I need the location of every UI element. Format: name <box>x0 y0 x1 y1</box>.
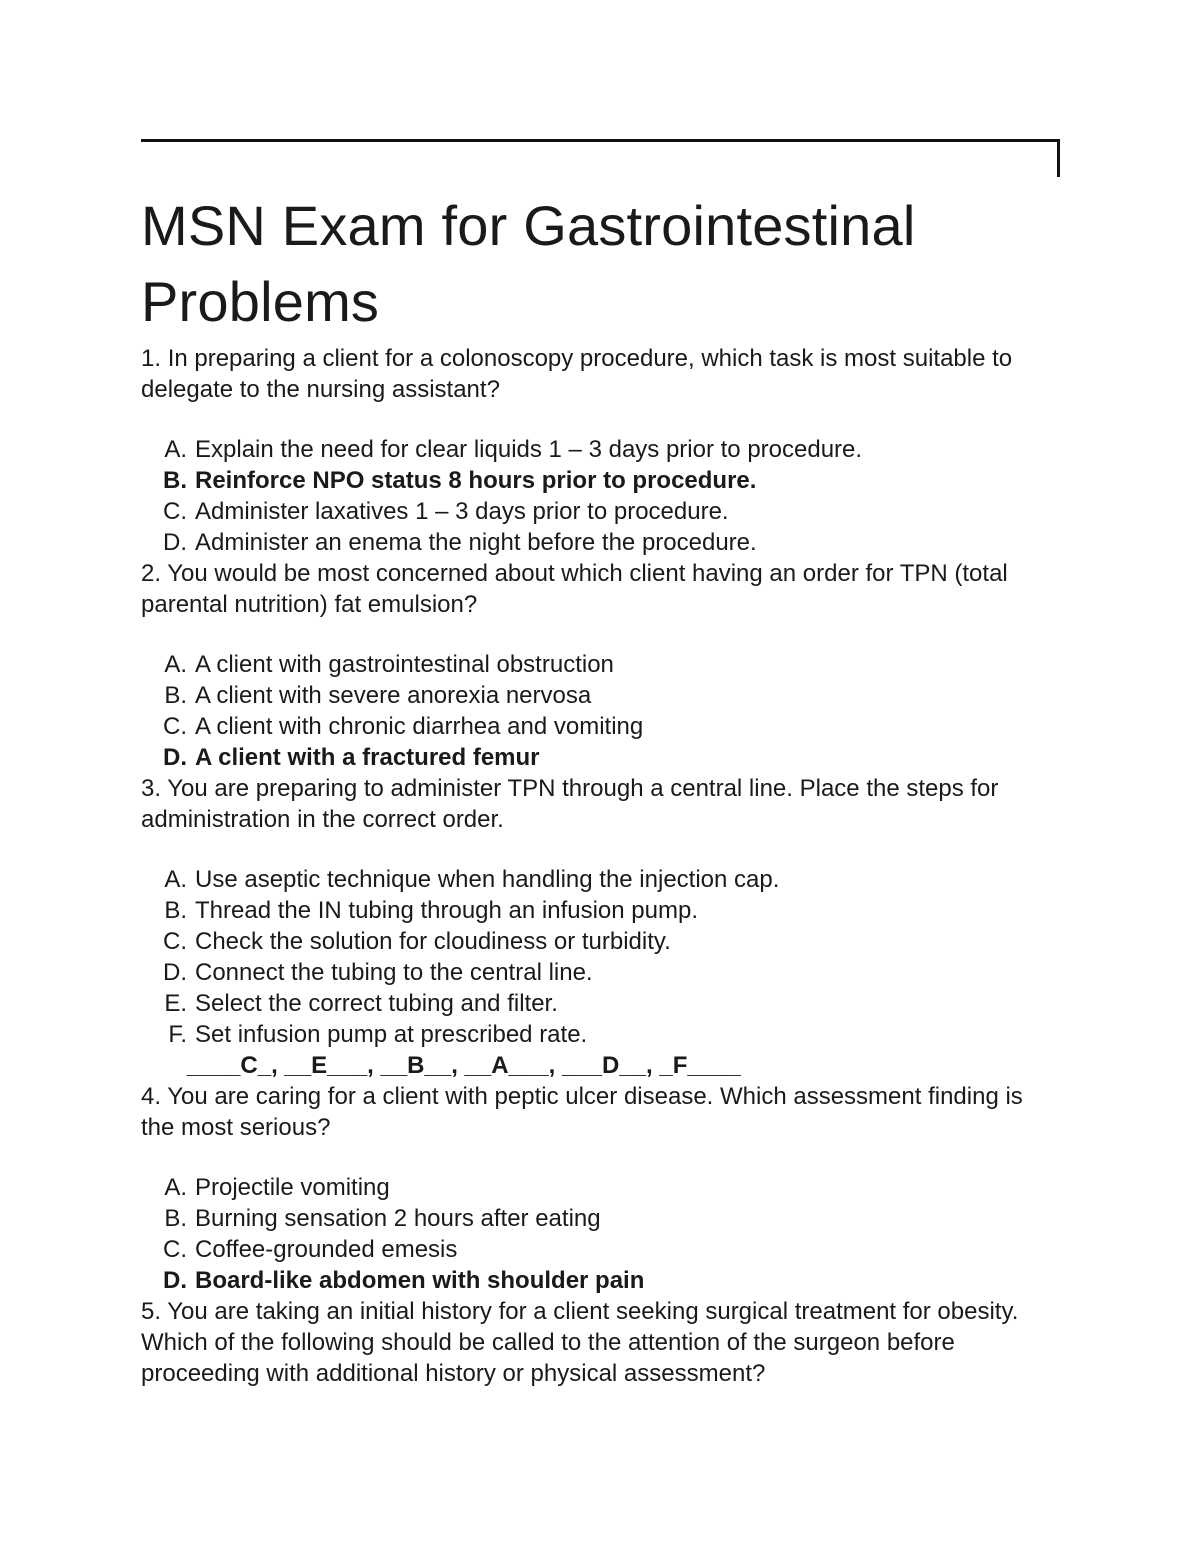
answer-options <box>141 434 1056 558</box>
question-prompt <box>141 558 1056 620</box>
option-letter: C. <box>163 1236 187 1263</box>
question-text: In preparing a client for a colonoscopy procedure, which task is most suitable to delegate to the nursing assistant? <box>141 345 1013 403</box>
option-letter: B. <box>164 682 187 709</box>
question-text: You would be most concerned about which client having an order for TPN (total parental nutrition) fat emulsion? <box>141 560 1008 618</box>
document-body <box>141 188 1056 1389</box>
question-list <box>141 343 1056 1389</box>
answer-option <box>141 496 1056 527</box>
question-prompt <box>141 1296 1056 1389</box>
question-prompt <box>141 343 1056 405</box>
answer-option-correct <box>141 742 1056 773</box>
top-rule-tick <box>1057 139 1060 177</box>
question-5 <box>141 1296 1056 1389</box>
answer-option <box>141 434 1056 465</box>
option-text: Reinforce NPO status 8 hours prior to procedure. <box>195 467 757 494</box>
option-text: Select the correct tubing and filter. <box>195 990 558 1017</box>
question-prompt <box>141 1081 1056 1143</box>
option-letter: C. <box>163 713 187 740</box>
option-text: Set infusion pump at prescribed rate. <box>195 1021 588 1048</box>
option-letter: B. <box>164 897 187 924</box>
answer-option <box>141 895 1056 926</box>
option-text: Check the solution for cloudiness or turbidity. <box>195 928 671 955</box>
option-letter: D. <box>163 529 187 556</box>
option-letter: C. <box>163 928 187 955</box>
answer-option <box>141 1203 1056 1234</box>
option-text: A client with severe anorexia nervosa <box>195 682 592 709</box>
question-4 <box>141 1081 1056 1296</box>
question-2 <box>141 558 1056 773</box>
answer-option <box>141 527 1056 558</box>
answer-option-correct <box>141 465 1056 496</box>
question-text: You are preparing to administer TPN through a central line. Place the steps for administration in the correct order. <box>141 775 999 833</box>
option-text: Administer an enema the night before the procedure. <box>195 529 757 556</box>
option-letter: A. <box>164 651 187 678</box>
answer-options <box>141 649 1056 773</box>
option-text: Coffee-grounded emesis <box>195 1236 458 1263</box>
question-number: 4. <box>141 1083 162 1110</box>
option-text: A client with chronic diarrhea and vomiting <box>195 713 644 740</box>
option-letter: B. <box>163 467 187 494</box>
answer-option <box>141 988 1056 1019</box>
option-letter: D. <box>163 1267 187 1294</box>
option-text: Projectile vomiting <box>195 1174 390 1201</box>
answer-options <box>141 1172 1056 1296</box>
question-number: 1. <box>141 345 162 372</box>
answer-option <box>141 711 1056 742</box>
option-text: Connect the tubing to the central line. <box>195 959 593 986</box>
option-letter: A. <box>164 1174 187 1201</box>
question-number: 2. <box>141 560 162 587</box>
option-text: Administer laxatives 1 – 3 days prior to procedure. <box>195 498 729 525</box>
answer-option <box>141 1234 1056 1265</box>
option-letter: E. <box>164 990 187 1017</box>
answer-option-correct <box>141 1265 1056 1296</box>
option-text: Burning sensation 2 hours after eating <box>195 1205 601 1232</box>
option-letter: D. <box>163 744 187 771</box>
question-text: You are taking an initial history for a client seeking surgical treatment for obesity. Which of the following should be called to the attention of the surgeon before proceeding with additional history or physical assessment? <box>141 1298 1019 1387</box>
option-text: Board-like abdomen with shoulder pain <box>195 1267 645 1294</box>
answer-option <box>141 1172 1056 1203</box>
ordering-answer: ____C_, __E___, __B__, __A___, ___D__, _F____ <box>187 1052 741 1079</box>
option-text: Explain the need for clear liquids 1 – 3 days prior to procedure. <box>195 436 863 463</box>
answer-option <box>141 926 1056 957</box>
answer-option <box>141 1019 1056 1050</box>
answer-option <box>141 864 1056 895</box>
answer-options <box>141 864 1056 1050</box>
question-number: 3. <box>141 775 162 802</box>
option-letter: A. <box>164 866 187 893</box>
answer-option <box>141 957 1056 988</box>
top-rule <box>141 139 1059 142</box>
answer-option <box>141 680 1056 711</box>
option-letter: F. <box>168 1021 187 1048</box>
document-title: MSN Exam for Gastrointestinal Problems <box>141 194 916 333</box>
option-text: A client with gastrointestinal obstruction <box>195 651 614 678</box>
question-number: 5. <box>141 1298 162 1325</box>
question-3 <box>141 773 1056 1081</box>
option-letter: C. <box>163 498 187 525</box>
option-text: Thread the IN tubing through an infusion pump. <box>195 897 698 924</box>
answer-option <box>141 649 1056 680</box>
question-text: You are caring for a client with peptic ulcer disease. Which assessment finding is the most serious? <box>141 1083 1023 1141</box>
option-letter: D. <box>163 959 187 986</box>
option-text: Use aseptic technique when handling the injection cap. <box>195 866 780 893</box>
question-prompt <box>141 773 1056 835</box>
option-text: A client with a fractured femur <box>195 744 540 771</box>
question-1 <box>141 343 1056 558</box>
option-letter: A. <box>164 436 187 463</box>
option-letter: B. <box>164 1205 187 1232</box>
